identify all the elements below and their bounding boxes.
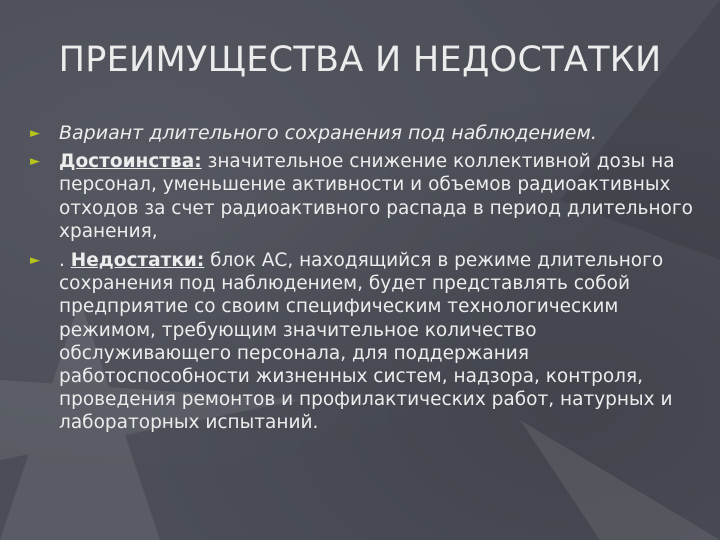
slide-title: ПРЕИМУЩЕСТВА И НЕДОСТАТКИ [58, 40, 662, 80]
triangle-right-bullet-icon: ► [30, 154, 40, 170]
disadvantages-prefix: . [59, 250, 71, 272]
bullet-item-advantages [30, 150, 700, 243]
triangle-right-bullet-icon: ► [30, 126, 40, 141]
advantages-text: значительное снижение коллективной дозы на персонал, уменьшение активности и объемов радиоактивных отходов за счет радиоактивного распада в период длительного хранения, [59, 151, 693, 242]
bullet-item-disadvantages [30, 249, 700, 435]
bullet-item-variant [30, 122, 700, 145]
triangle-right-bullet-icon: ► [30, 253, 40, 269]
bullet-list [30, 122, 700, 435]
disadvantages-text: блок АС, находящийся в режиме длительного сохранения под наблюдением, будет представлять собой предприятие со своим специфическим технологическим режимом, требующим значительное количество обслуживающего персонала, для поддержания работоспособности жизненных систем, надзора, контроля, проведения ремонтов и профилактических работ, натурных и лабораторных испытаний. [59, 250, 673, 434]
variant-text: Вариант длительного сохранения под наблюдением. [59, 122, 597, 144]
disadvantages-label: Недостатки: [70, 250, 205, 272]
advantages-label: Достоинства: [59, 151, 202, 173]
